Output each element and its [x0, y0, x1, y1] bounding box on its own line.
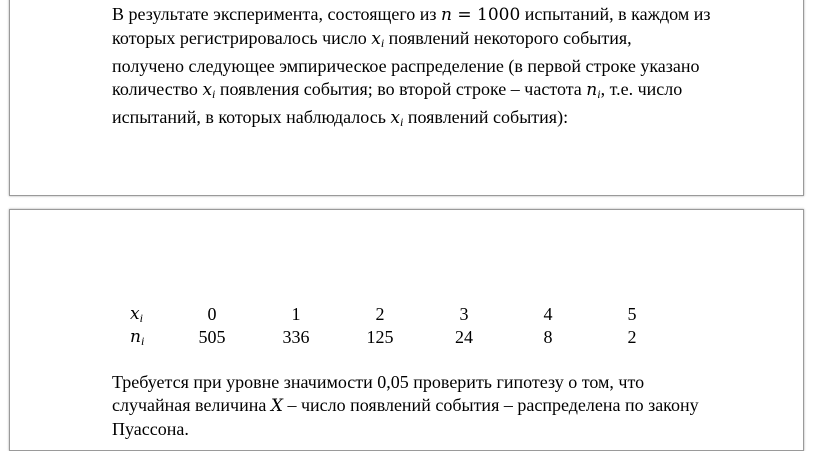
table-cell: 5	[627, 304, 637, 324]
task-line-3: Пуассона.	[112, 419, 189, 439]
row-label-n: $n_i$	[130, 327, 145, 348]
task-line-1: Требуется при уровне значимости 0,05 проверить гипотезу о том, что	[112, 372, 645, 392]
intro-line-2: которых регистрировалось число $x_i$ появлений некоторого события,	[112, 28, 632, 50]
table-cell: 2	[627, 327, 637, 347]
table-cell: 4	[543, 304, 553, 324]
table-cell: 3	[459, 304, 469, 324]
problem-statement	[112, 3, 710, 134]
intro-line-1: В результате эксперимента, состоящего из n = 1000 испытаний, в каждом из	[112, 4, 711, 25]
table-row-x	[130, 303, 674, 326]
task-statement	[112, 371, 699, 441]
table-cell: 8	[543, 327, 553, 347]
intro-line-3: получено следующее эмпирическое распределение (в первой строке указано	[112, 56, 700, 76]
task-line-2: случайная величина X – число появлений события – распределена по закону	[112, 395, 699, 416]
distribution-table	[130, 303, 674, 349]
table-row-n	[130, 326, 674, 349]
table-cell: 24	[455, 327, 473, 347]
table-cell: 1	[291, 304, 301, 324]
table-cell: 125	[366, 327, 394, 347]
row-label-x: $x_i$	[130, 304, 143, 325]
table-cell: 2	[375, 304, 385, 324]
table-cell: 505	[198, 327, 226, 347]
intro-line-5: испытаний, в которых наблюдалось $x_i$ появлений события):	[112, 107, 569, 129]
table-cell: 336	[282, 327, 310, 347]
intro-line-4: количество $x_i$ появления события; во второй строке – частота $n_i$, т.е. число	[112, 79, 683, 101]
table-cell: 0	[207, 304, 217, 324]
